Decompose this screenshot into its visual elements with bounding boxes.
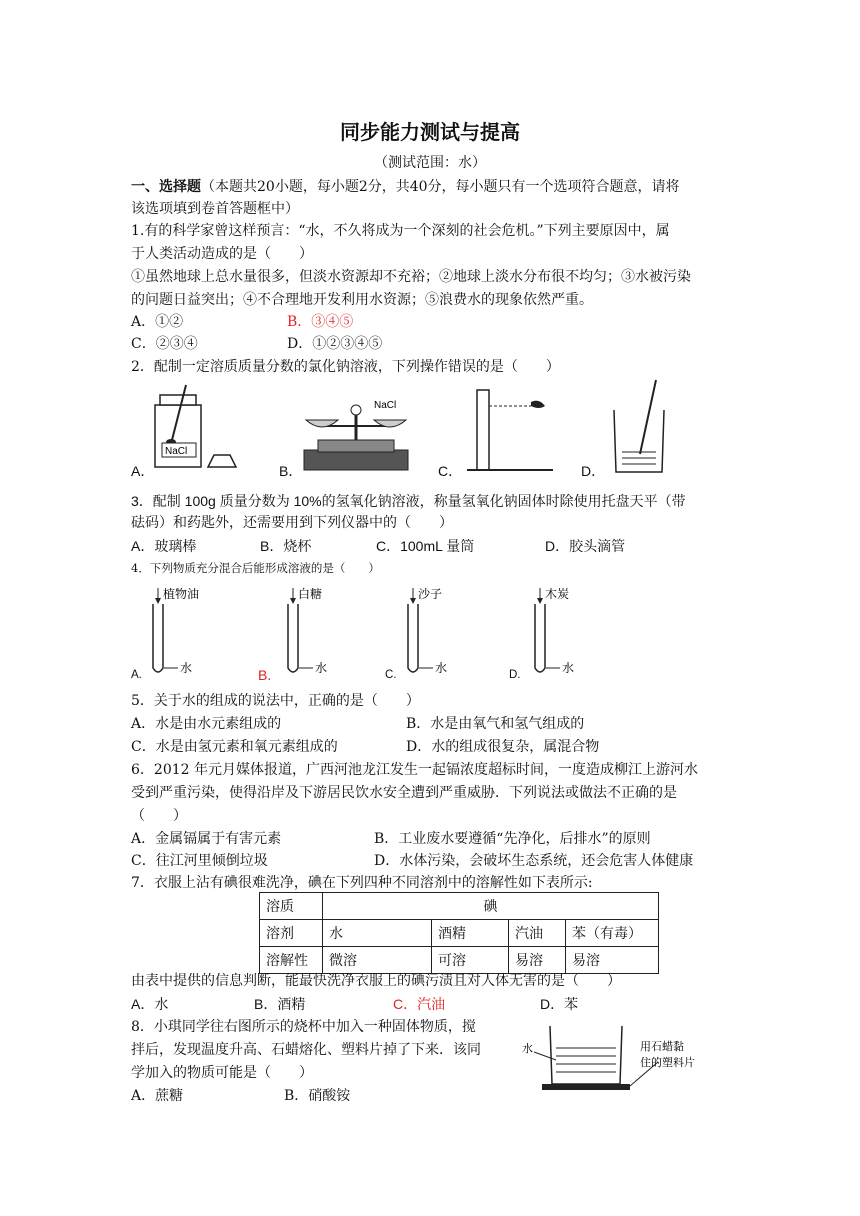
- table-cell: 易溶: [566, 947, 659, 974]
- q7-option-b: B．酒精: [254, 996, 306, 1012]
- table-cell: 溶解性: [260, 947, 323, 974]
- page-title: 同步能力测试与提高: [340, 120, 520, 144]
- section-note-2: 该选项填到卷首答题框中）: [131, 201, 299, 217]
- q7-option-c: C．汽油: [393, 996, 446, 1012]
- q2-nacl-jar-label: NaCl: [165, 446, 188, 457]
- q3-option-d: D．胶头滴管: [545, 538, 626, 554]
- solubility-table: [259, 892, 659, 974]
- q4-stem: 4．下列物质充分混合后能形成溶液的是（ ）: [131, 561, 380, 575]
- q8-option-a: A．蔗糖: [131, 1088, 184, 1104]
- q1-option-b: B．③④⑤: [287, 314, 354, 330]
- q8-stem-3: 学加入的物质可能是（ ）: [131, 1065, 313, 1081]
- q7-option-d: D．苯: [540, 996, 579, 1012]
- table-cell: 易溶: [509, 947, 566, 974]
- q1-stem-1: 1.有的科学家曾这样预言：“水，不久将成为一个深刻的社会危机。”下列主要原因中，属: [131, 223, 670, 239]
- q4-option-b: B.: [258, 667, 272, 683]
- q4-tube-d-label: 木炭: [545, 587, 570, 601]
- q7-question: 由表中提供的信息判断，能最快洗净衣服上的碘污渍且对人体无害的是（ ）: [131, 973, 621, 989]
- q1-stem-2: 于人类活动造成的是（ ）: [131, 246, 313, 262]
- q6-stem-3: （ ）: [131, 808, 187, 824]
- q4-tube-c-water: 水: [435, 661, 448, 675]
- q1-option-d: D．①②③④⑤: [287, 336, 383, 352]
- q5-option-c: C．水是由氢元素和氧元素组成的: [131, 739, 338, 755]
- q8-beaker-figure: [520, 1022, 730, 1098]
- q1-info-2: 的问题日益突出；④不合理地开发利用水资源；⑤浪费水的现象依然严重。: [131, 292, 593, 308]
- q6-stem-2: 受到严重污染，使得沿岸及下游居民饮水安全遭到严重威胁．下列说法或做法不正确的是: [131, 785, 677, 801]
- q4-tube-d-water: 水: [562, 661, 575, 675]
- table-cell: 水: [323, 920, 432, 947]
- q2-option-c: C．: [438, 463, 463, 479]
- section-note-1: （本题共20小题，每小题2分，共40分，每小题只有一个选项符合题意，请将: [201, 179, 680, 195]
- q2-figure-c-cylinder: [465, 388, 565, 478]
- table-cell: 苯（有毒）: [566, 920, 659, 947]
- q6-option-c: C．往江河里倾倒垃圾: [131, 853, 268, 869]
- q8-plate-label-1: 用石蜡黏: [640, 1041, 684, 1053]
- q4-option-c: C.: [385, 669, 397, 681]
- q7-option-a: A．水: [131, 996, 169, 1012]
- table-row: [260, 893, 659, 920]
- q4-tube-c: [405, 584, 485, 679]
- table-cell: 微溶: [323, 947, 432, 974]
- q4-option-a: A.: [131, 669, 142, 681]
- q4-tube-a-water: 水: [180, 661, 193, 675]
- q6-option-d: D．水体污染，会破坏生态系统，还会危害人体健康: [374, 853, 694, 869]
- q2-figure-a-jar: [150, 385, 245, 475]
- q8-plate-label-2: 住的塑料片: [640, 1057, 695, 1069]
- q4-tube-d: [532, 584, 612, 679]
- q5-option-a: A．水是由水元素组成的: [131, 716, 282, 732]
- q1-option-c: C．②③④: [131, 336, 198, 352]
- q7-stem: 7．衣服上沾有碘很难洗净，碘在下列四种不同溶剂中的溶解性如下表所示:: [131, 875, 593, 891]
- q8-option-b: B．硝酸铵: [284, 1088, 351, 1104]
- q5-option-d: D．水的组成很复杂，属混合物: [406, 739, 600, 755]
- table-cell: 汽油: [509, 920, 566, 947]
- q4-tube-b-water: 水: [315, 661, 328, 675]
- q2-option-a: A．: [131, 463, 155, 479]
- q3-option-c: C．100mL 量筒: [376, 538, 475, 554]
- section-heading: [131, 176, 680, 198]
- q2-figure-d-beaker: [610, 380, 670, 476]
- q6-option-b: B．工业废水要遵循“先净化，后排水”的原则: [374, 831, 651, 847]
- table-cell: 可溶: [432, 947, 509, 974]
- q8-water-label: 水: [522, 1043, 533, 1055]
- q6-stem-1: 6．2012 年元月媒体报道，广西河池龙江发生一起镉浓度超标时间，一度造成柳江上游河水: [131, 762, 698, 778]
- table-cell: 酒精: [432, 920, 509, 947]
- q5-option-b: B．水是由氧气和氢气组成的: [406, 716, 585, 732]
- q4-tube-b: [285, 584, 365, 679]
- q2-option-d: D．: [581, 463, 606, 479]
- table-cell: 碘: [323, 893, 659, 920]
- q6-option-a: A．金属镉属于有害元素: [131, 831, 282, 847]
- q2-figure-b-balance: [298, 390, 416, 476]
- q3-option-b: B．烧杯: [260, 538, 312, 554]
- table-cell: 溶质: [260, 893, 323, 920]
- q2-stem: 2．配制一定溶质质量分数的氯化钠溶液，下列操作错误的是（ ）: [131, 359, 560, 375]
- q2-nacl-balance-label: NaCl: [374, 400, 397, 411]
- q4-tube-c-label: 沙子: [418, 587, 443, 601]
- q3-stem-2: 砝码）和药匙外，还需要用到下列仪器中的（ ）: [131, 515, 453, 531]
- table-cell: 溶剂: [260, 920, 323, 947]
- q8-stem-1: 8．小琪同学往右图所示的烧杯中加入一种固体物质，搅: [131, 1019, 476, 1035]
- page-subtitle: （测试范围：水）: [374, 155, 486, 171]
- q8-stem-2: 拌后，发现温度升高、石蜡熔化、塑料片掉了下来．该同: [131, 1042, 481, 1058]
- q4-option-d: D.: [509, 669, 521, 681]
- table-row: [260, 920, 659, 947]
- q4-tube-a: [150, 584, 230, 679]
- q3-stem-1: 3．配制 100g 质量分数为 10%的氢氧化钠溶液，称量氢氧化钠固体时除使用托盘天平（带: [131, 493, 686, 509]
- q5-stem: 5．关于水的组成的说法中，正确的是（ ）: [131, 693, 420, 709]
- q4-tube-a-label: 植物油: [163, 587, 200, 601]
- section-title: 一、选择题: [131, 179, 201, 195]
- q1-info-1: ①虽然地球上总水量很多，但淡水资源却不充裕；②地球上淡水分布很不均匀；③水被污染: [131, 269, 691, 285]
- q4-tube-b-label: 白糖: [298, 587, 323, 601]
- q1-option-a: A．①②: [131, 314, 184, 330]
- q3-option-a: A．玻璃棒: [131, 538, 197, 554]
- q2-option-b: B．: [279, 463, 303, 479]
